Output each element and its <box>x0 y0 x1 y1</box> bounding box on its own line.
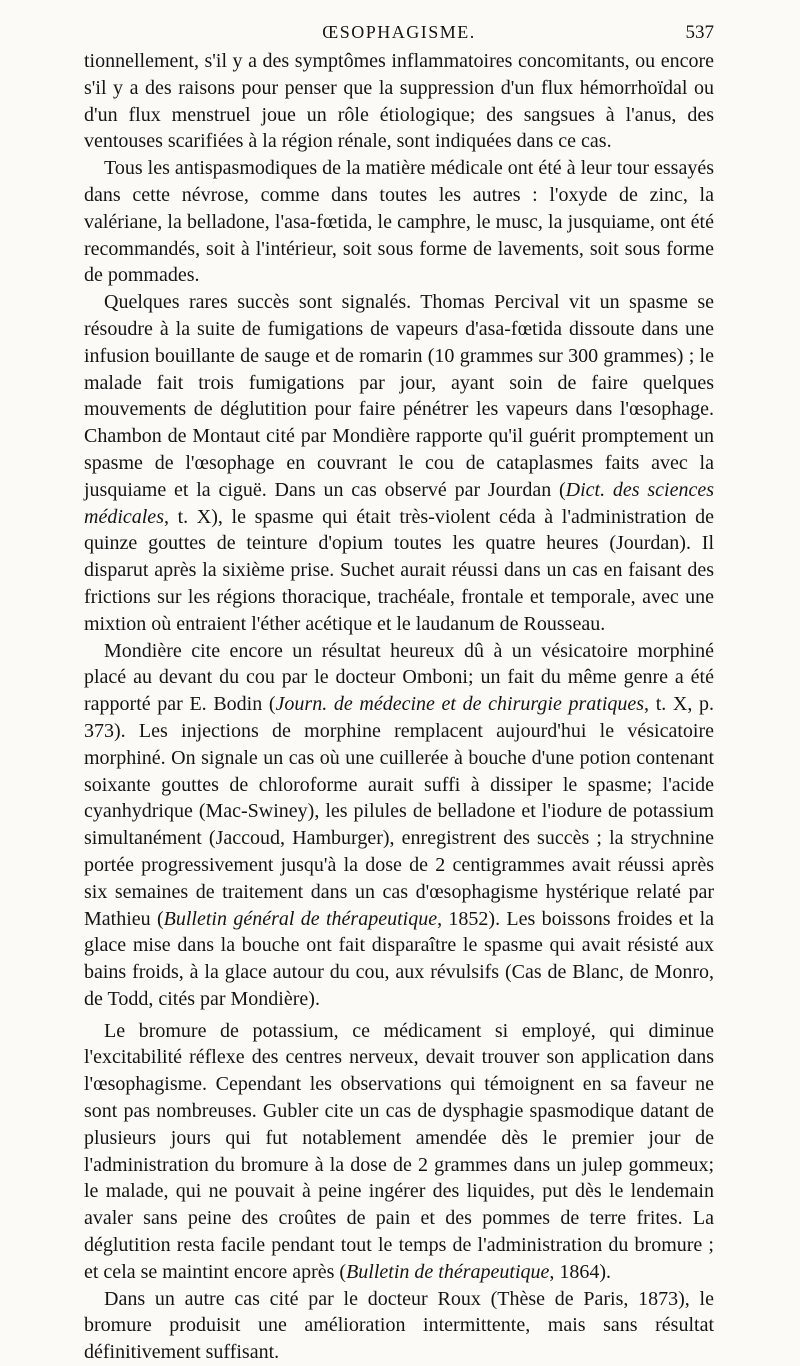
citation-title: Bulletin général de thérapeutique <box>163 907 438 930</box>
citation-title: Journ. de médecine et de chirurgie pratiques <box>275 693 645 716</box>
citation-title: Bulletin de thérapeutique <box>346 1260 550 1283</box>
text-run: , t. X, p. 373). Les injections de morphine remplacent aujourd'hui le vésicatoire morphiné. On signale un cas où une cuillerée à bouche d'une potion contenant soixante gouttes de chloroforme aurait suffi à dissiper le spasme; l'acide cyanhydrique (Mac-Swiney), les pilules de belladone et l'iodure de potassium simultanément (Jaccoud, Hamburger), enregistrent des succès ; la strychnine portée progressivement jusqu'à la dose de 2 centigrammes avait réussi après six semaines de traitement dans un cas d'œsophagisme hystérique relaté par Mathieu ( <box>84 693 714 930</box>
text-run: Quelques rares succès sont signalés. Thomas Percival vit un spasme se résoudre à la suite de fumigations de vapeurs d'asa-fœtida dissoute dans une infusion bouillante de sauge et de romarin (10 grammes sur 300 grammes) ; le malade fait trois fumigations par jour, ayant soin de faire quelques mouvements de déglutition pour faire pénétrer les vapeurs dans l'œsophage. Chambon de Montaut cité par Mondière rapporte qu'il guérit promptement un spasme de l'œsophage en couvrant le cou de cataplasmes faits avec la jusquiame et la ciguë. Dans un cas observé par Jourdan ( <box>84 291 714 501</box>
text-run: Tous les antispasmodiques de la matière médicale ont été à leur tour essayés dans cette névrose, comme dans toutes les autres : l'oxyde de zinc, la valériane, la belladone, l'asa-fœtida, le camphre, le musc, la jusquiame, ont été recommandés, soit à l'intérieur, soit sous forme de lavements, soit sous forme de pommades. <box>84 157 714 287</box>
running-head: ŒSOPHAGISME. <box>322 22 476 42</box>
paragraph-4 <box>84 638 714 1013</box>
text-run: , 1864). <box>549 1260 612 1283</box>
paragraph-1 <box>84 48 714 155</box>
text-run: , 1852). Les boissons froides et la glace mise dans la bouche ont fait disparaître le spasme qui avait résisté aux bains froids, à la glace autour du cou, aux révulsifs (Cas de Blanc, de Monro, de Todd, cités par Mondière). <box>84 907 714 1010</box>
citation-title: Dict. des sciences médicales <box>84 478 714 528</box>
paragraph-3 <box>84 289 714 637</box>
page-number: 537 <box>685 22 714 43</box>
page-header <box>84 22 714 46</box>
text-run: Dans un autre cas cité par le docteur Roux (Thèse de Paris, 1873), le bromure produisit une amélioration intermittente, mais sans résultat définitivement suffisant. <box>84 1287 714 1364</box>
paragraph-6 <box>84 1286 714 1366</box>
paragraph-5 <box>84 1018 714 1286</box>
text-run: Le bromure de potassium, ce médicament si employé, qui diminue l'excitabilité réflexe des centres nerveux, devait trouver son application dans l'œsophagisme. Cependant les observations qui témoignent en sa faveur ne sont pas nombreuses. Gubler cite un cas de dysphagie spasmodique datant de plusieurs jours qui fut notablement amendée dès le premier jour de l'administration du bromure à la dose de 2 grammes dans un julep gommeux; le malade, qui ne pouvait à peine ingérer des liquides, put dès le lendemain avaler sans peine des croûtes de pain et des pommes de terre frites. La déglutition resta facile pendant tout le temps de l'administration du bromure ; et cela se maintint encore après ( <box>84 1019 714 1283</box>
body-text <box>84 48 714 1366</box>
text-run: Mondière cite encore un résultat heureux dû à un vésicatoire morphiné placé au devant du cou par le docteur Omboni; un fait du même genre a été rapporté par E. Bodin ( <box>84 639 714 716</box>
paragraph-2 <box>84 155 714 289</box>
text-run: , t. X), le spasme qui était très-violent céda à l'administration de quinze gouttes de teinture d'opium toutes les quatre heures (Jourdan). Il disparut après la sixième prise. Suchet aurait réussi dans un cas en faisant des frictions sur les régions thoracique, trachéale, frontale et temporale, avec une mixtion où entraient l'éther acétique et le laudanum de Rousseau. <box>84 505 714 635</box>
text-run: tionnellement, s'il y a des symptômes inflammatoires concomitants, ou encore s'il y a des raisons pour penser que la suppression d'un flux hémorrhoïdal ou d'un flux menstruel joue un rôle étiologique; des sangsues à l'anus, des ventouses scarifiées à la région rénale, sont indiquées dans ce cas. <box>84 50 714 153</box>
